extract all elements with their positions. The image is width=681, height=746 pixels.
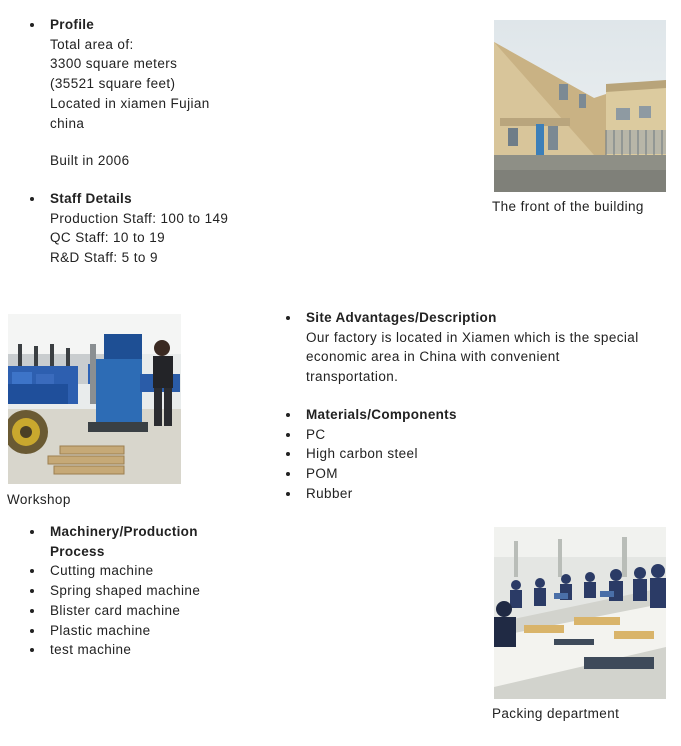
profile-line: Located in xiamen Fujian: [50, 95, 210, 111]
profile-item: [26, 15, 266, 189]
machine-item: Plastic machine: [26, 621, 266, 641]
machine-item: Blister card machine: [26, 601, 266, 621]
machine-item: Spring shaped machine: [26, 581, 266, 601]
material-item: High carbon steel: [282, 444, 677, 464]
building-caption: The front of the building: [492, 199, 644, 214]
profile-section: [26, 15, 266, 268]
site-line: economic area in China with convenient: [306, 349, 560, 365]
staff-item: [26, 189, 266, 268]
machine-item: Cutting machine: [26, 561, 266, 581]
profile-line: (35521 square feet): [50, 76, 176, 92]
site-heading: Site Advantages/Description: [306, 310, 497, 325]
machinery-heading-line: Process: [50, 543, 105, 559]
site-line: Our factory is located in Xiamen which is the special: [306, 329, 639, 345]
workshop-photo: [8, 314, 181, 484]
staff-line: QC Staff: 10 to 19: [50, 230, 166, 246]
site-item: [282, 308, 677, 405]
profile-line: 3300 square meters: [50, 56, 178, 72]
profile-line: Total area of:: [50, 36, 134, 52]
packing-caption: Packing department: [492, 706, 620, 721]
machinery-section: [26, 522, 266, 660]
packing-photo: [494, 527, 666, 699]
profile-built: Built in 2006: [50, 153, 130, 169]
staff-line: Production Staff: 100 to 149: [50, 210, 229, 226]
material-item: PC: [282, 425, 677, 445]
material-item: Rubber: [282, 484, 677, 504]
staff-line: R&D Staff: 5 to 9: [50, 250, 158, 266]
site-section: [282, 308, 677, 503]
machinery-item: [26, 522, 266, 561]
material-item: POM: [282, 464, 677, 484]
materials-heading: Materials/Components: [306, 406, 457, 422]
profile-heading: Profile: [50, 17, 95, 32]
building-photo: [494, 20, 666, 192]
materials-item: [282, 405, 677, 425]
staff-heading: Staff Details: [50, 190, 132, 206]
site-line: transportation.: [306, 369, 399, 385]
machinery-heading-line: Machinery/Production: [50, 524, 198, 539]
workshop-caption: Workshop: [7, 492, 71, 507]
machine-item: test machine: [26, 640, 266, 660]
profile-line: china: [50, 115, 85, 131]
